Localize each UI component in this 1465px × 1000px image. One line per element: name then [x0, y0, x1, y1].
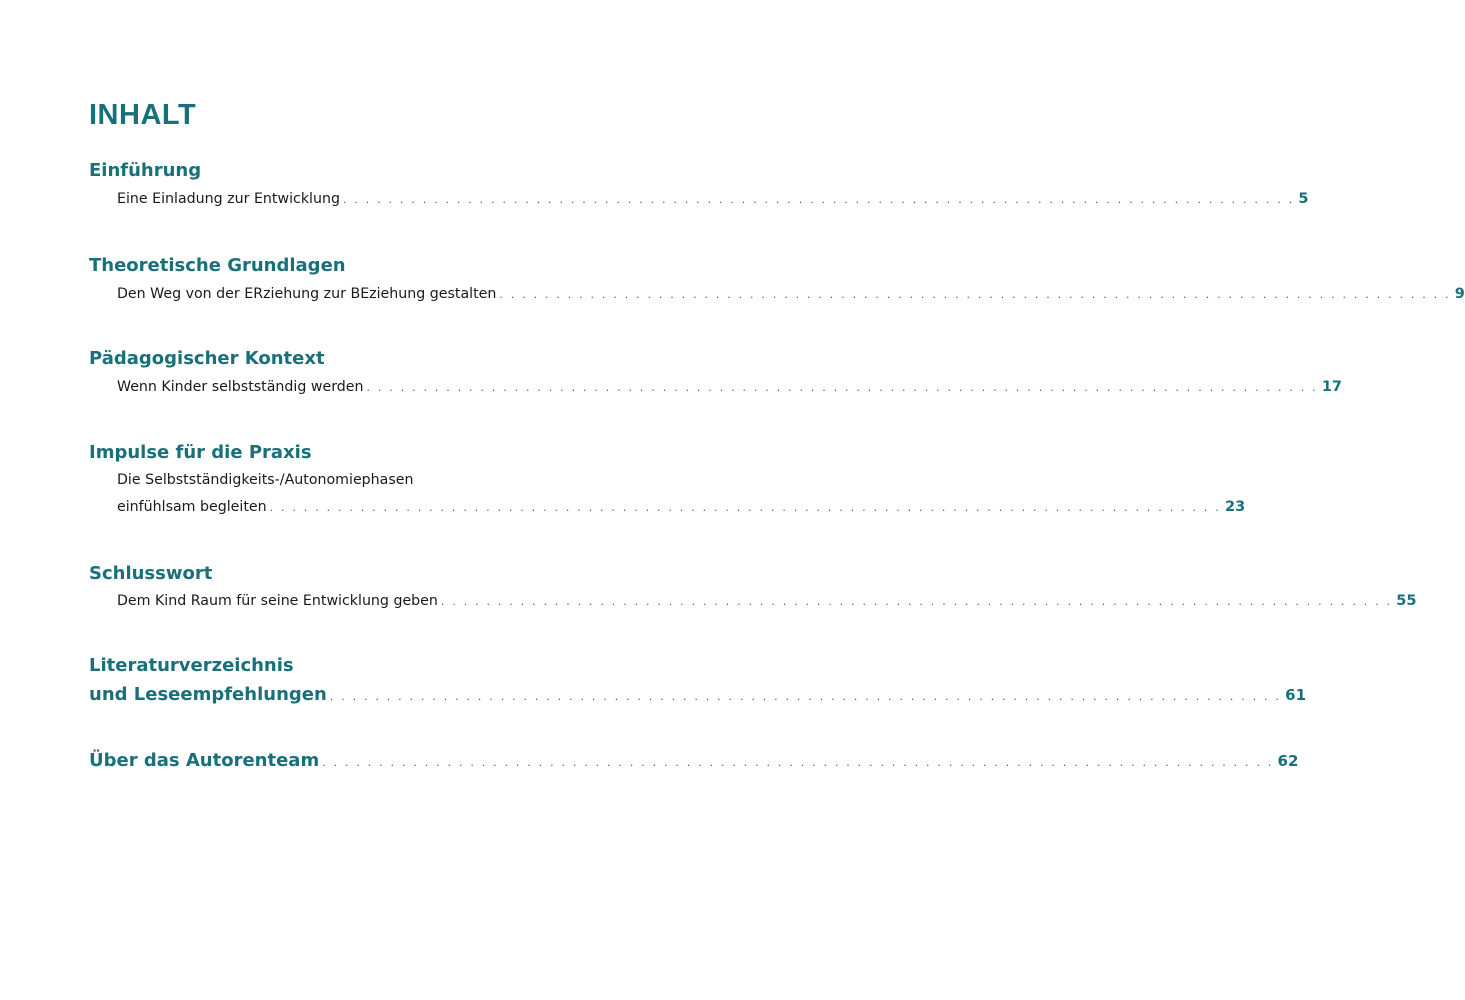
toc-page-number: 62	[1277, 752, 1299, 770]
dot-leader: . . . . . . . . . . . . . . . . . . . . . . . . . . . . . . . . . . . . . . . . . . . . . . . . . . . . . . . . . . . . . . . . . . . . . . . . . . . . . . . . . . . .	[269, 501, 1221, 514]
toc-page-number: 55	[1396, 593, 1417, 609]
toc-entry[interactable]	[117, 191, 1309, 207]
toc-entry-label: Dem Kind Raum für seine Entwicklung geben	[117, 593, 438, 609]
toc-page-number: 61	[1285, 686, 1307, 704]
dot-leader: . . . . . . . . . . . . . . . . . . . . . . . . . . . . . . . . . . . . . . . . . . . . . . . . . . . . . . . . . . . . . . . . . . . . . . . . . . . . . . . . . . . .	[329, 690, 1282, 703]
toc-entry-authors[interactable]	[89, 750, 1299, 771]
dot-leader: . . . . . . . . . . . . . . . . . . . . . . . . . . . . . . . . . . . . . . . . . . . . . . . . . . . . . . . . . . . . . . . . . . . . . . . . . . . . . . . . . . . .	[499, 288, 1451, 301]
toc-entry[interactable]	[117, 379, 1343, 395]
toc-entry-literature[interactable]	[89, 684, 1307, 705]
toc-page-number: 5	[1298, 191, 1309, 207]
section-heading-paedagogischer-kontext: Pädagogischer Kontext	[89, 348, 325, 369]
section-heading-schlusswort: Schlusswort	[89, 563, 213, 584]
toc-page-number: 9	[1454, 286, 1465, 302]
toc-entry-label: einfühlsam begleiten	[117, 499, 267, 515]
toc-entry[interactable]	[117, 286, 1465, 302]
section-heading-literaturverzeichnis: Literaturverzeichnis	[89, 655, 294, 676]
toc-entry-label: Eine Einladung zur Entwicklung	[117, 191, 340, 207]
page-title: INHALT	[89, 99, 197, 131]
section-heading-theoretische-grundlagen: Theoretische Grundlagen	[89, 255, 346, 276]
toc-entry-label: Wenn Kinder selbstständig werden	[117, 379, 364, 395]
dot-leader: . . . . . . . . . . . . . . . . . . . . . . . . . . . . . . . . . . . . . . . . . . . . . . . . . . . . . . . . . . . . . . . . . . . . . . . . . . . . . . . . . . . .	[366, 381, 1318, 394]
toc-page-number: 23	[1224, 499, 1246, 515]
dot-leader: . . . . . . . . . . . . . . . . . . . . . . . . . . . . . . . . . . . . . . . . . . . . . . . . . . . . . . . . . . . . . . . . . . . . . . . . . . . . . . . . . . . .	[440, 595, 1393, 608]
toc-entry-label: Über das Autorenteam	[89, 750, 320, 771]
toc-entry[interactable]	[117, 593, 1417, 609]
toc-entry-label-line1: Die Selbstständigkeits-/Autonomiephasen	[117, 472, 414, 488]
toc-entry-label: und Leseempfehlungen	[89, 684, 327, 705]
toc-entry-label: Den Weg von der ERziehung zur BEziehung gestalten	[117, 286, 497, 302]
toc-page-number: 17	[1321, 379, 1343, 395]
section-heading-einfuehrung: Einführung	[89, 160, 202, 181]
dot-leader: . . . . . . . . . . . . . . . . . . . . . . . . . . . . . . . . . . . . . . . . . . . . . . . . . . . . . . . . . . . . . . . . . . . . . . . . . . . . . . . . . . . .	[322, 756, 1274, 769]
dot-leader: . . . . . . . . . . . . . . . . . . . . . . . . . . . . . . . . . . . . . . . . . . . . . . . . . . . . . . . . . . . . . . . . . . . . . . . . . . . . . . . . . . . .	[342, 193, 1295, 206]
toc-entry[interactable]	[117, 499, 1246, 515]
section-heading-impulse-fuer-die-praxis: Impulse für die Praxis	[89, 442, 312, 463]
